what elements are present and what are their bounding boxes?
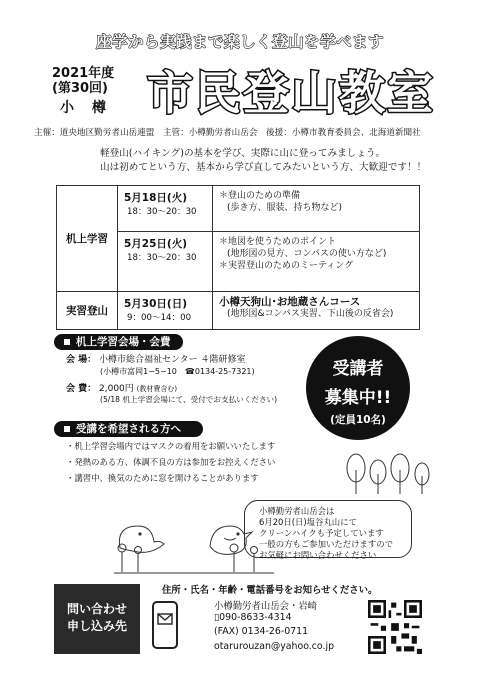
- badge-capacity: (定員10名): [330, 414, 386, 426]
- contact-box: [54, 584, 140, 654]
- badge-line-1: 受講者: [332, 359, 384, 379]
- year-label: 2021年度: [52, 66, 115, 81]
- edition-label: (第30回): [52, 81, 108, 96]
- session-description: [213, 186, 420, 232]
- sponsors-line: 主催：道央地区勤労者山岳連盟 主管：小樽勤労者山岳会 後援：小樽市教育委員会、北海道新聞社: [34, 128, 421, 138]
- section-notes-header: [54, 417, 203, 436]
- page-title: 市民登山教室: [147, 66, 435, 120]
- section-venue-fee-header: [54, 330, 183, 349]
- session-line: (歩き方、服装、持ち物など): [227, 203, 343, 213]
- fee-note: (教材費含む): [136, 385, 178, 393]
- contact-phone: [214, 612, 292, 623]
- contact-email[interactable]: otarurouzan@yahoo.co.jp: [214, 641, 335, 652]
- bubble-line: 一般の方もご参加いただけますので: [259, 539, 393, 549]
- city-label: 小樽: [60, 100, 124, 116]
- session-time: 18：30〜20：30: [127, 207, 197, 217]
- qr-code: [368, 600, 422, 654]
- venue-name: 小樽市総合福祉センター ４階研修室: [99, 355, 246, 365]
- session-date: 5月30日(日): [124, 298, 188, 310]
- venue-line: [66, 352, 246, 365]
- session-date-cell: [118, 232, 213, 292]
- section-title: 受講を希望される方へ: [76, 423, 181, 435]
- flower-icon: [114, 540, 274, 574]
- session-line: ＊登山のための準備: [219, 191, 301, 201]
- session-date-cell: [118, 186, 213, 232]
- mobile-phone-icon: ▯: [214, 612, 220, 623]
- tree-icon: [338, 450, 438, 496]
- bubble-line: お気軽にお問い合わせください: [259, 550, 377, 560]
- session-line: ＊地図を使うためのポイント: [219, 237, 337, 247]
- contact-fax: (FAX) 0134-26-0711: [214, 626, 309, 637]
- category-desk-study: 机上学習: [57, 186, 118, 292]
- fee-amount: 2,000円: [99, 384, 134, 394]
- fee-label: 会 費：: [66, 384, 97, 394]
- note-line: ・発熱のある方、体調不良の方は参加をお控えください: [66, 457, 276, 467]
- note-line: ・机上学習会場内ではマスクの着用をお願いいたします: [66, 441, 276, 451]
- recruiting-badge: [306, 336, 410, 440]
- session-line: (地形図の見方、コンパスの使い方など): [227, 249, 387, 259]
- fee-line: [66, 381, 177, 394]
- session-time: 9：00〜14：00: [127, 313, 192, 323]
- intro-line-1: 軽登山(ハイキング)の基本を学び、実際に山に登ってみましょう。: [100, 148, 386, 159]
- contact-box-line-2: 申し込み先: [66, 619, 127, 633]
- session-date-cell: [118, 292, 213, 330]
- contact-org: 小樽勤労者山岳会・岩崎: [214, 601, 318, 612]
- intro-line-2: 山は初めてという方、基本から学び直してみたいという方、大歓迎です！！: [100, 162, 427, 173]
- session-line: ＊実習登山のためのミーティング: [219, 261, 354, 271]
- contact-instruction: 住所・氏名・年齢・電話番号をお知らせください。: [162, 585, 378, 596]
- category-field-hike: 実習登山: [57, 292, 118, 330]
- session-date: 5月25日(火): [124, 238, 188, 250]
- session-description: [213, 292, 420, 330]
- venue-label: 会 場：: [66, 355, 97, 365]
- headline: 座学から実践まで楽しく登山を学べます: [95, 33, 384, 51]
- session-date: 5月18日(火): [124, 192, 188, 204]
- contact-phone-number: 090-8633-4314: [219, 612, 292, 623]
- bubble-line: 6月20日(日)塩谷丸山にて: [259, 517, 357, 527]
- section-title: 机上学習会場・会費: [76, 336, 171, 348]
- phone-icon: [150, 600, 180, 652]
- schedule-table: [56, 185, 420, 330]
- session-time: 18：30〜20：30: [127, 253, 197, 263]
- square-bullet-icon: [64, 426, 70, 432]
- bubble-line: 小樽勤労者山岳会は: [259, 506, 335, 516]
- session-line: 小樽天狗山･お地蔵さんコース: [219, 296, 361, 308]
- note-line: ・講習中、換気のために窓を開けることがあります: [66, 473, 259, 483]
- session-line: (地形図&コンパス実習、下山後の反省会): [227, 309, 394, 319]
- venue-address: (小樽市富岡1−5−10 ☎0134-25-7321): [100, 367, 255, 376]
- badge-line-2: 募集中!!: [324, 388, 392, 408]
- square-bullet-icon: [64, 339, 70, 345]
- bubble-line: クリーンハイクも予定しています: [259, 528, 384, 538]
- session-description: [213, 232, 420, 292]
- fee-payment-note: (5/18 机上学習会場にて、受付でお支払いください): [100, 395, 278, 404]
- contact-box-line-1: 問い合わせ: [66, 602, 127, 616]
